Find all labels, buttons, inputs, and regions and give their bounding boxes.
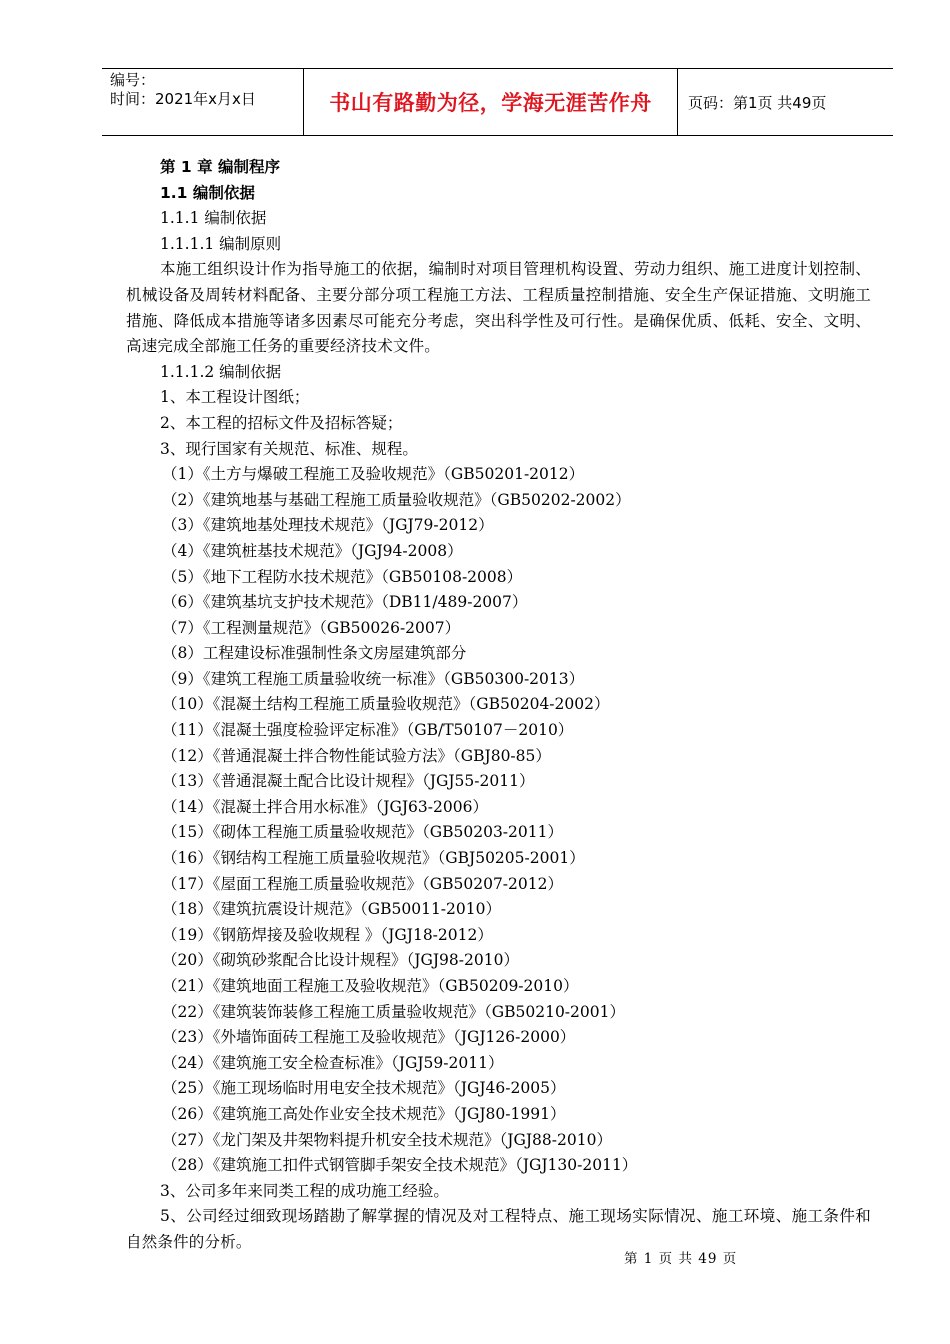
standard-item: （17）《屋面工程施工质量验收规范》（GB50207-2012） (162, 874, 563, 893)
standard-item: （6）《建筑基坑支护技术规范》（DB11/489-2007） (162, 593, 528, 612)
standard-item: （8）工程建设标准强制性条文房屋建筑部分 (162, 644, 467, 663)
subsection-heading: 1.1.1 编制依据 (160, 209, 267, 228)
list-item: 1、本工程设计图纸； (160, 388, 310, 407)
subsubsection-heading: 1.1.1.1 编制原则 (160, 234, 282, 253)
standard-item: （14）《混凝土拌合用水标准》（JGJ63-2006） (162, 797, 488, 816)
standard-item: （19）《钢筋焊接及验收规程 》（JGJ18-2012） (162, 925, 493, 944)
principle-paragraph: 本施工组织设计作为指导施工的依据，编制时对项目管理机构设置、劳动力组织、施工进度计划控制、机械设备及周转材料配备、主要分部分项工程施工方法、工程质量控制措施、安全生产保证措施、文明施工措施、降低成本措施等诸多因素尽可能充分考虑，突出科学性及可行性。是确保优质、低耗、安全、文明、高速完成全部施工任务的重要经济技术文件。 (126, 260, 871, 356)
standard-item: （27）《龙门架及井架物料提升机安全技术规范》（JGJ88-2010） (162, 1130, 612, 1149)
standard-item: （13）《普通混凝土配合比设计规程》（JGJ55-2011） (162, 772, 535, 791)
standard-item: （15）《砌体工程施工质量验收规范》（GB50203-2011） (162, 823, 563, 842)
standard-item: （22）《建筑装饰装修工程施工质量验收规范》（GB50210-2001） (162, 1002, 625, 1021)
standard-item: （28）《建筑施工扣件式钢管脚手架安全技术规范》（JGJ130-2011） (162, 1156, 638, 1175)
page-header (102, 68, 893, 136)
header-motto: 书山有路勤为径，学海无涯苦作舟 (304, 69, 678, 135)
standard-item: （26）《建筑施工高处作业安全技术规范》（JGJ80-1991） (162, 1104, 566, 1123)
standard-item: （7）《工程测量规范》（GB50026-2007） (162, 618, 461, 637)
header-page-label: 页码：第1页 共49页 (688, 93, 827, 112)
page-footer: 第 1 页 共 49 页 (624, 1251, 738, 1267)
standard-item: （2）《建筑地基与基础工程施工质量验收规范》（GB50202-2002） (162, 490, 631, 509)
section-heading: 1.1 编制依据 (160, 183, 255, 202)
time-label: 时间：2021年x月x日 (110, 90, 256, 108)
standard-item: （11）《混凝土强度检验评定标准》（GB/T50107－2010） (162, 721, 574, 740)
standard-item: （3）《建筑地基处理技术规范》（JGJ79-2012） (162, 516, 494, 535)
subsubsection-heading: 1.1.1.2 编制依据 (160, 362, 282, 381)
survey-paragraph: 5、公司经过细致现场踏勘了解掌握的情况及对工程特点、施工现场实际情况、施工环境、施工条件和自然条件的分析。 (126, 1207, 871, 1251)
list-item: 2、本工程的招标文件及招标答疑； (160, 413, 403, 432)
standard-item: （5）《地下工程防水技术规范》（GB50108-2008） (162, 567, 523, 586)
standard-item: （24）《建筑施工安全检查标准》（JGJ59-2011） (162, 1053, 504, 1072)
standard-item: （21）《建筑地面工程施工及验收规范》（GB50209-2010） (162, 977, 579, 995)
standard-item: （9）《建筑工程施工质量验收统一标准》（GB50300-2013） (162, 669, 585, 688)
standard-item: （12）《普通混凝土拌合物性能试验方法》（GBJ80-85） (162, 746, 551, 765)
standard-item: （4）《建筑桩基技术规范》（JGJ94-2008） (162, 541, 463, 560)
standard-item: （23）《外墙饰面砖工程施工及验收规范》（JGJ126-2000） (162, 1028, 576, 1047)
document-body (126, 155, 871, 1256)
chapter-title: 第 1 章 编制程序 (160, 158, 280, 176)
code-label: 编号： (110, 71, 156, 89)
standard-item: （25）《施工现场临时用电安全技术规范》（JGJ46-2005） (162, 1079, 566, 1098)
list-item: 3、现行国家有关规范、标准、规程。 (160, 439, 418, 458)
standard-item: （20）《砌筑砂浆配合比设计规程》（JGJ98-2010） (162, 951, 519, 970)
standard-item: （16）《钢结构工程施工质量验收规范》（GBJ50205-2001） (162, 849, 585, 868)
standard-item: （10）《混凝土结构工程施工质量验收规范》（GB50204-2002） (162, 695, 610, 714)
standards-list (126, 462, 871, 1179)
list-item: 3、公司多年来同类工程的成功施工经验。 (160, 1181, 449, 1200)
standard-item: （1）《土方与爆破工程施工及验收规范》（GB50201-2012） (162, 465, 585, 484)
header-info (102, 69, 304, 135)
standard-item: （18）《建筑抗震设计规范》（GB50011-2010） (162, 900, 501, 919)
